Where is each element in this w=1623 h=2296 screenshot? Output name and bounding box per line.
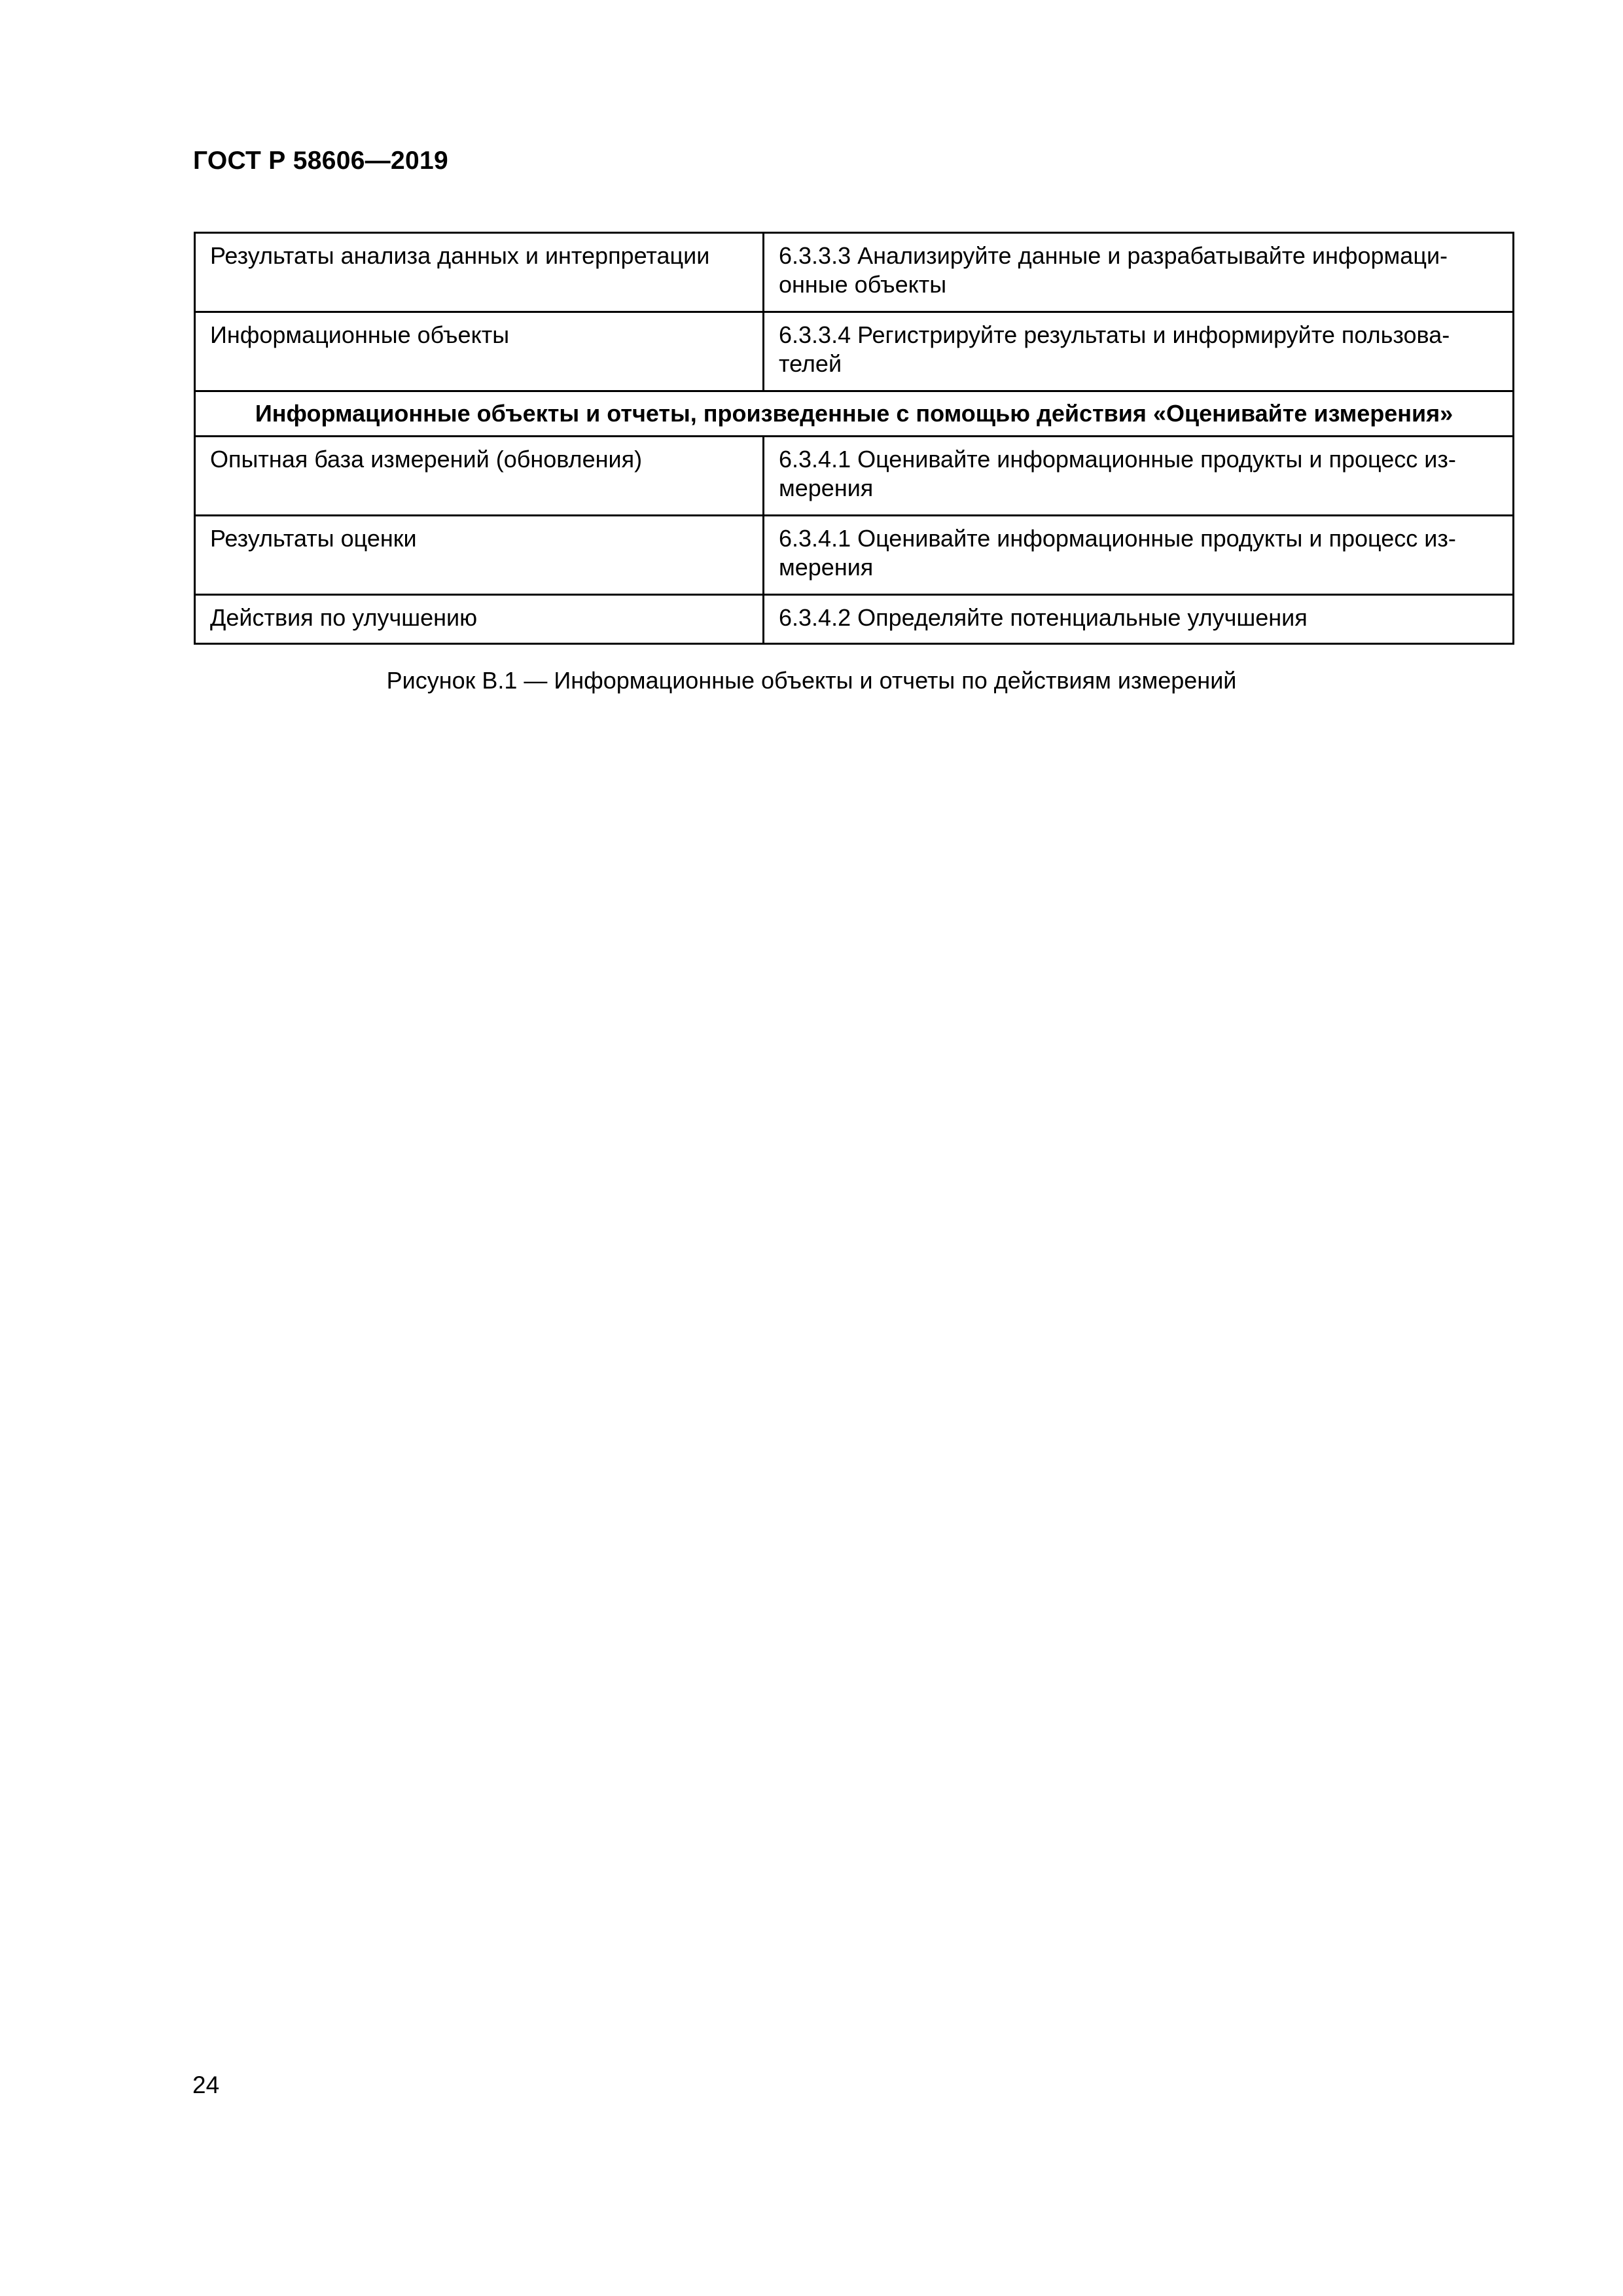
section-header-text: Информационные объекты и отчеты, произведенные с помощью действия «Оценивайте измерения» (255, 400, 1454, 427)
action-text-line: телей (779, 350, 842, 377)
table-cell-object (195, 595, 764, 644)
object-text: Результаты анализа данных и интерпретации (210, 242, 710, 269)
table-cell-object (195, 516, 764, 595)
action-text-line: 6.3.4.1 Оценивайте информационные продукты и процесс из- (779, 446, 1456, 473)
table-row (195, 312, 1514, 391)
action-text-line: мерения (779, 475, 874, 501)
object-text: Опытная база измерений (обновления) (210, 446, 643, 473)
table-cell-action (764, 516, 1514, 595)
table-row (195, 516, 1514, 595)
object-text: Действия по улучшению (210, 604, 478, 631)
table-row (195, 437, 1514, 516)
action-text-line: 6.3.4.1 Оценивайте информационные продукты и процесс из- (779, 525, 1456, 552)
table-cell-action (764, 595, 1514, 644)
page-number: 24 (192, 2072, 220, 2098)
information-objects-table (194, 232, 1514, 645)
action-text-line: 6.3.3.4 Регистрируйте результаты и информируйте пользова- (779, 321, 1450, 348)
table-cell-action (764, 233, 1514, 312)
document-designation: ГОСТ Р 58606—2019 (193, 147, 448, 175)
action-text-line: мерения (779, 554, 874, 581)
object-text: Информационные объекты (210, 321, 510, 348)
table-cell-object (195, 437, 764, 516)
table-cell-action (764, 437, 1514, 516)
action-text-line: 6.3.3.3 Анализируйте данные и разрабатывайте информаци- (779, 242, 1448, 269)
figure-caption: Рисунок В.1 — Информационные объекты и отчеты по действиям измерений (386, 667, 1237, 694)
table-section-header-row (195, 391, 1514, 437)
section-header-cell (195, 391, 1514, 437)
table-cell-object (195, 312, 764, 391)
object-text: Результаты оценки (210, 525, 417, 552)
table-cell-action (764, 312, 1514, 391)
table-row (195, 233, 1514, 312)
table-cell-object (195, 233, 764, 312)
action-text-line: онные объекты (779, 271, 947, 298)
action-text-line: 6.3.4.2 Определяйте потенциальные улучшения (779, 604, 1308, 631)
table-row (195, 595, 1514, 644)
